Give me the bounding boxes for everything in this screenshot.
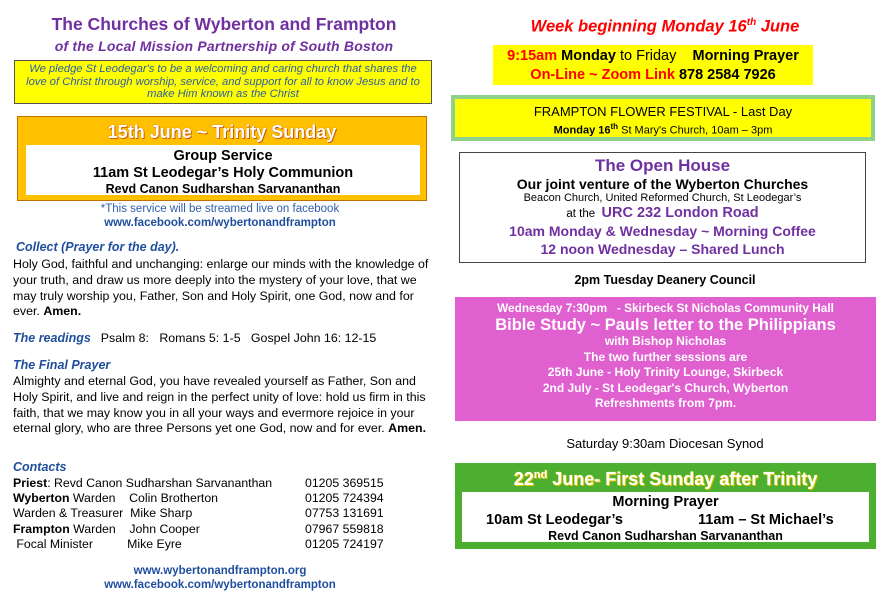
contact-phone: 01205 724197 [305,536,384,551]
collect-text [13,257,433,320]
service-time: 11am St Leodegar’s Holy Communion [92,165,354,181]
open-house-box [459,152,866,263]
open-house-coffee: 10am Monday & Wednesday ~ Morning Coffee [509,223,816,239]
prayer-time: 9:15am [507,48,558,64]
bible-study-title: Bible Study ~ Pauls letter to the Philippians [495,316,836,334]
contacts-list [13,476,384,552]
website-link[interactable]: www.wybertonandframpton.org [133,565,307,577]
collect-amen: Amen. [43,304,82,319]
contact-row [13,536,384,552]
readings-line [13,331,376,345]
open-house-title: The Open House [594,156,731,175]
contact-name: Focal Minister Mike Eyre [13,536,182,551]
collect-heading: Collect (Prayer for the day). [16,240,180,254]
trinity-sunday-heading: 15th June ~ Trinity Sunday [107,122,337,142]
contact-phone: 07967 559818 [305,521,384,536]
contact-role: Wyberton [13,491,70,506]
contacts-heading: Contacts [13,460,67,474]
contact-row [13,476,384,491]
flower-day: Monday 16 [553,124,611,137]
bible-study-when: Wednesday 7:30pm - Skirbeck St Nicholas Community Hall [497,301,834,315]
flower-festival-box [451,95,875,141]
bible-study-session: 25th June - Holy Trinity Lounge, Skirbeck [547,365,784,379]
morning-prayer-box [493,45,813,85]
next-sunday-sup: nd [533,469,548,481]
online-label: On-Line ~ [530,67,602,83]
final-prayer-text [13,374,433,437]
flower-detail: St Mary's Church, 10am – 3pm [618,124,773,137]
bible-study-with: with Bishop Nicholas [604,334,727,348]
readings-heading: The readings [13,331,91,345]
contact-name: Warden Colin Brotherton [69,491,219,506]
flower-festival-details [455,120,871,138]
prayer-day: Monday [561,48,616,64]
pledge-box: We pledge St Leodegar's to be a welcoming and caring church that shares the love of Christ through worship, service, and support for all to know Jesus and to make Him known as the Christ [14,60,432,104]
week-heading [455,17,875,37]
contact-row [13,506,384,521]
week-prefix: Week beginning Monday 16 [530,17,747,36]
trinity-service-details [26,145,420,195]
facebook-link[interactable]: www.facebook.com/wybertonandframpton [104,217,336,229]
prayer-to: to Friday [615,48,677,64]
contact-row [13,491,384,506]
flower-festival-title: FRAMPTON FLOWER FESTIVAL - Last Day [533,104,793,119]
stream-note: *This service will be streamed live on facebook [100,203,340,215]
contact-name: : Revd Canon Sudharshan Sarvananthan [47,476,273,490]
next-sunday-title: June- First Sunday after Trinity [547,469,818,489]
week-sup: th [746,17,757,28]
next-sunday-time-2: 11am – St Michael’s [698,512,834,528]
next-sunday-times [462,511,869,529]
newsletter-subtitle: of the Local Mission Partnership of South Boston [54,38,394,54]
next-sunday-box [455,463,876,549]
week-suffix: June [756,17,800,36]
service-title: Group Service [173,148,273,164]
zoom-line [493,66,813,85]
deanery-council: 2pm Tuesday Deanery Council [574,273,756,287]
contact-row [13,521,384,537]
contact-phone: 01205 724394 [305,491,384,506]
footer-facebook-link[interactable]: www.facebook.com/wybertonandframpton [104,579,336,591]
next-sunday-service: Morning Prayer [612,494,719,510]
zoom-link[interactable]: Zoom Link [601,67,675,83]
newsletter-title: The Churches of Wyberton and Frampton [51,14,397,34]
contact-role: Priest [13,476,48,490]
next-sunday-priest: Revd Canon Sudharshan Sarvananthan [548,529,783,543]
bible-study-session: 2nd July - St Leodegar's Church, Wyberton [542,380,789,395]
open-house-venue: URC 232 London Road [601,205,759,221]
next-sunday-heading [455,469,876,490]
diocesan-synod: Saturday 9:30am Diocesan Synod [566,436,764,451]
prayer-label: Morning Prayer [692,48,799,64]
contact-name: Warden John Cooper [69,521,200,536]
zoom-code: 878 2584 7926 [678,67,776,83]
bible-study-refreshments: Refreshments from 7pm. [594,396,737,410]
contact-name: Warden & Treasurer Mike Sharp [13,506,193,521]
collect-body: Holy God, faithful and unchanging: enlarge our minds with the knowledge of your truth, and draw us more deeply into the mystery of your love, that we may truly worship you, Father, Son and Holy Spirit, one God, now and for ever. [13,257,429,319]
flower-sup: th [610,122,619,131]
final-prayer-amen: Amen. [388,421,427,436]
contact-phone: 01205 369515 [305,476,384,490]
next-sunday-time-1: 10am St Leodegar’s [486,512,623,528]
bible-study-box [455,297,876,421]
open-house-churches: Beacon Church, United Reformed Church, St Leodegar’s [523,192,802,204]
next-sunday-date: 22 [513,469,534,489]
final-prayer-body: Almighty and eternal God, you have revealed yourself as Father, Son and Holy Spirit, and live and reign in the perfect unity of love: hold us firm in this faith, that we may know you in all your ways and evermore rejoice in your eternal glory, who are three Persons yet one God, now and for ever. [13,374,426,436]
venue-at: at the [566,208,596,220]
open-house-lunch: 12 noon Wednesday – Shared Lunch [540,241,785,257]
open-house-subtitle: Our joint venture of the Wyberton Churches [516,176,809,192]
service-priest: Revd Canon Sudharshan Sarvananthan [105,182,341,196]
open-house-venue-line [460,205,865,222]
final-prayer-heading: The Final Prayer [13,358,111,372]
next-sunday-details [462,492,869,542]
morning-prayer-line [493,45,813,66]
bible-study-further: The two further sessions are [583,349,748,364]
contact-phone: 07753 131691 [305,506,384,521]
trinity-sunday-box [17,116,427,201]
readings-list: Psalm 8: Romans 5: 1-5 Gospel John 16: 12-15 [100,331,377,345]
contact-role: Frampton [13,521,70,536]
